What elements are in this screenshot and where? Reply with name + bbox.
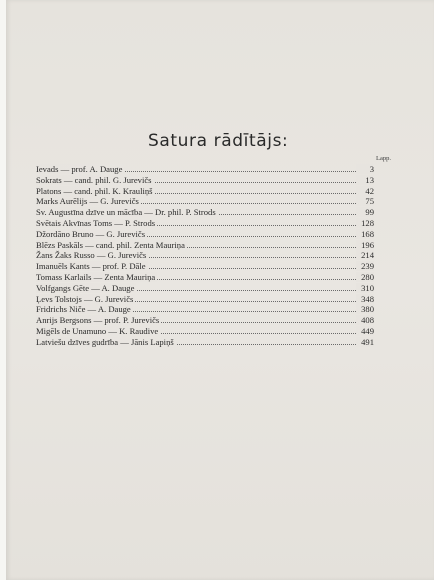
- toc-entry: [36, 261, 374, 272]
- entry-page: 380: [356, 304, 374, 314]
- entry-page: 408: [356, 315, 374, 325]
- entry-page: 75: [356, 196, 374, 206]
- table-of-contents: [36, 164, 374, 348]
- toc-entry: [36, 229, 374, 240]
- entry-page: 13: [356, 175, 374, 185]
- toc-entry: [36, 207, 374, 218]
- toc-entry: [36, 196, 374, 207]
- entry-text: Džordāno Bruno — G. Jurevičs: [36, 228, 146, 239]
- entry-page: 168: [356, 229, 374, 239]
- entry-text: Sokrats — cand. phil. G. Jurevičs: [36, 174, 152, 185]
- entry-page: 3: [356, 164, 374, 174]
- entry-text: Volfgangs Gēte — A. Dauge: [36, 282, 135, 293]
- entry-text: Migēls de Unamuno — K. Raudive: [36, 325, 159, 336]
- toc-entry: [36, 304, 374, 315]
- toc-entry: [36, 326, 374, 337]
- toc-entry: [36, 337, 374, 348]
- entry-text: Svētais Akvīnas Toms — P. Strods: [36, 217, 156, 228]
- toc-entry: [36, 240, 374, 251]
- entry-text: Ievads — prof. A. Dauge: [36, 164, 123, 174]
- entry-page: 42: [356, 186, 374, 196]
- toc-entry: [36, 283, 374, 294]
- toc-entry: [36, 250, 374, 261]
- toc-entry: [36, 294, 374, 305]
- entry-text: Žans Žaks Russo — G. Jurevičs: [36, 250, 147, 261]
- toc-entry: [36, 186, 374, 197]
- page-title: Satura rādītājs:: [148, 131, 289, 151]
- entry-text: Ļevs Tolstojs — G. Jurevičs: [36, 293, 134, 304]
- book-page: [6, 0, 434, 580]
- entry-page: 280: [356, 272, 374, 282]
- entry-page: 348: [356, 294, 374, 304]
- entry-page: 214: [356, 250, 374, 260]
- entry-page: 310: [356, 283, 374, 293]
- entry-text: Sv. Augustīna dzīve un mācība — Dr. phil. P. Strods: [36, 207, 216, 218]
- entry-page: 128: [356, 218, 374, 228]
- entry-page: 239: [356, 261, 374, 271]
- toc-entry: [36, 315, 374, 326]
- entry-text: Marks Aurēlijs — G. Jurevičs: [36, 196, 139, 207]
- entry-text: Latviešu dzīves gudrība — Jānis Lapiņš: [36, 336, 174, 347]
- entry-page: 99: [356, 207, 374, 217]
- entry-text: Tomass Karlails — Zenta Mauriņa: [36, 271, 156, 282]
- entry-text: Blēzs Paskāls — cand. phil. Zenta Mauriņa: [36, 239, 185, 250]
- entry-text: Imanuēls Kants — prof. P. Dāle: [36, 261, 146, 272]
- toc-entry: [36, 164, 374, 175]
- entry-text: Anrijs Bergsons — prof. P. Jurevičs: [36, 315, 160, 326]
- entry-text: Fridrichs Niče — A. Dauge: [36, 304, 131, 315]
- page-column-label: Lapp.: [376, 155, 391, 162]
- entry-page: 449: [356, 326, 374, 336]
- entry-text: Platons — cand. phil. K. Krauliņš: [36, 185, 153, 196]
- entry-page: 491: [356, 337, 374, 347]
- toc-entry: [36, 218, 374, 229]
- entry-page: 196: [356, 240, 374, 250]
- toc-entry: [36, 175, 374, 186]
- toc-entry: [36, 272, 374, 283]
